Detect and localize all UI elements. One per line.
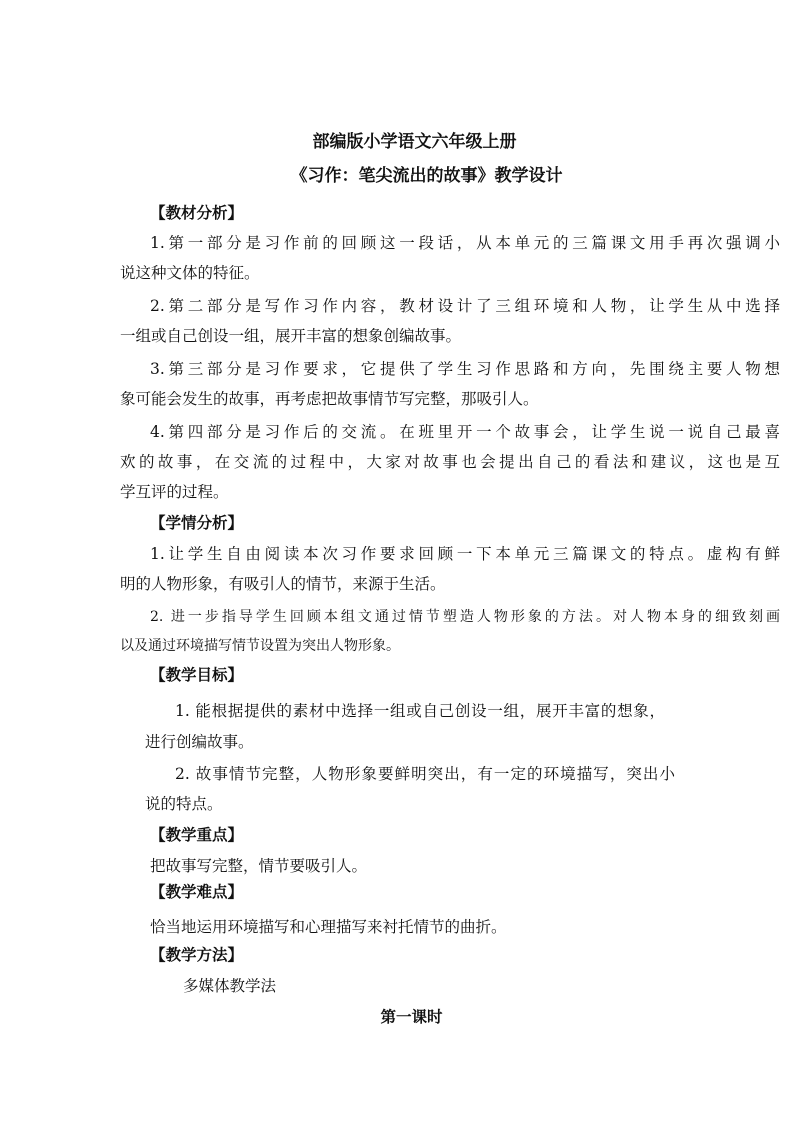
heading-teaching-key: 【教学重点】: [150, 825, 244, 844]
heading-teaching-method: 【教学方法】: [150, 945, 244, 964]
learning-p2-line1: 2. 进一步指导学生回顾本组文通过情节塑造人物形象的方法。对人物本身的细致刻画: [150, 609, 780, 625]
material-p1-line1: 1.第一部分是习作前的回顾这一段话，从本单元的三篇课文用手再次强调小: [150, 234, 780, 252]
heading-learning-analysis: 【学情分析】: [150, 513, 244, 532]
learning-p1-line2: 明的人物形象，有吸引人的情节，来源于生活。: [120, 575, 446, 593]
learning-p1-line1: 1.让学生自由阅读本次习作要求回顾一下本单元三篇课文的特点。虚构有鲜: [150, 545, 780, 563]
heading-teaching-difficulty: 【教学难点】: [150, 882, 244, 901]
lesson-title: 第一课时: [380, 1007, 443, 1026]
goal2-line1: 2. 故事情节完整，人物形象要鲜明突出，有一定的环境描写，突出小: [175, 765, 675, 783]
material-p3-line1: 3.第三部分是习作要求，它提供了学生习作思路和方向，先围绕主要人物想: [150, 360, 780, 378]
doc-title-line1: 部编版小学语文六年级上册: [312, 132, 517, 152]
learning-p2-line2: 以及通过环境描写情节设置为突出人物形象。: [120, 638, 400, 654]
material-p4-line3: 学互评的过程。: [120, 483, 229, 501]
material-p3-line2: 象可能会发生的故事，再考虑把故事情节写完整，那吸引人。: [120, 390, 539, 408]
material-p2-line2: 一组或自己创设一组，展开丰富的想象创编故事。: [120, 327, 462, 345]
material-p4-line1: 4.第四部分是习作后的交流。在班里开一个故事会，让学生说一说自己最喜: [150, 423, 780, 441]
teaching-key-text: 把故事写完整，情节要吸引人。: [150, 857, 368, 875]
teaching-method-text: 多媒体教学法: [183, 977, 277, 995]
material-p1-line2: 说这种文体的特征。: [120, 264, 260, 282]
doc-title-line2: 《习作：笔尖流出的故事》教学设计: [290, 166, 563, 186]
goal2-line2: 说的特点。: [145, 795, 223, 813]
goal1-line2: 进行创编故事。: [145, 733, 254, 751]
material-p4-line2: 欢的故事，在交流的过程中，大家对故事也会提出自己的看法和建议，这也是互: [120, 453, 780, 471]
heading-teaching-goals: 【教学目标】: [150, 665, 244, 684]
heading-material-analysis: 【教材分析】: [150, 203, 244, 222]
teaching-difficulty-text: 恰当地运用环境描写和心理描写来衬托情节的曲折。: [150, 918, 507, 936]
goal1-line1: 1. 能根据提供的素材中选择一组或自己创设一组，展开丰富的想象，: [175, 702, 665, 720]
material-p2-line1: 2.第二部分是写作习作内容，教材设计了三组环境和人物，让学生从中选择: [150, 297, 780, 315]
